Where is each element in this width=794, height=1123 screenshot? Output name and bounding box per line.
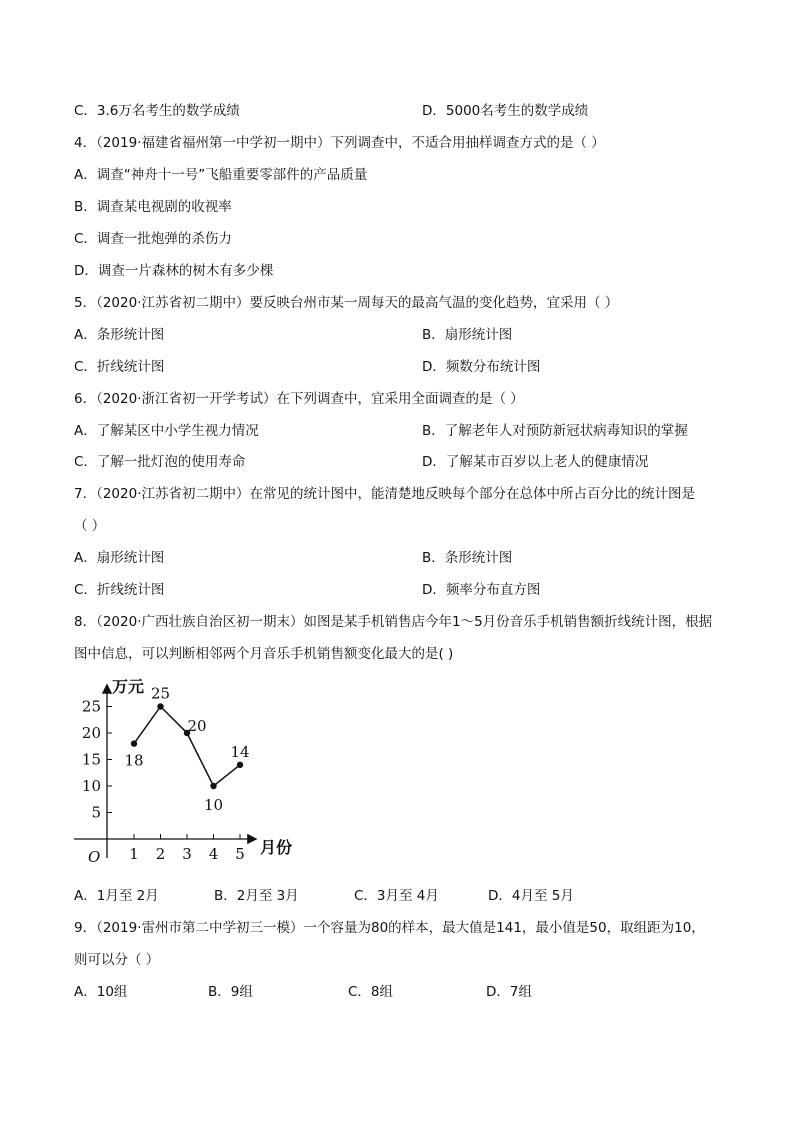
line-chart (70, 672, 300, 872)
q4-stem: 4．（2019·福建省福州第一中学初一期中）下列调查中，不适合用抽样调查方式的是（ ） (74, 135, 605, 151)
y-axis-label: 万元 (112, 677, 145, 696)
q6-option-c: C．了解一批灯泡的使用寿命 (74, 454, 246, 470)
x-tick-label: 1 (129, 845, 139, 863)
q4-option-c: C．调查一批炮弹的杀伤力 (74, 231, 232, 247)
q5-option-a: A．条形统计图 (74, 327, 165, 343)
data-label: 10 (203, 796, 224, 814)
x-tick-label: 3 (182, 845, 192, 863)
data-label: 25 (150, 684, 171, 703)
q6-option-b: B．了解老年人对预防新冠状病毒知识的掌握 (422, 423, 688, 439)
q9-option-b: B．9组 (208, 984, 253, 1000)
origin-label: O (88, 848, 101, 866)
q6-option-a: A．了解某区中小学生视力情况 (74, 423, 259, 439)
q4-option-a: A．调查“神舟十一号”飞船重要零部件的产品质量 (74, 167, 368, 183)
q8-stem: 8．（2020·广西壮族自治区初一期末）如图是某手机销售店今年1～5月份音乐手机销售额折线统计图，根据 (74, 614, 713, 630)
y-tick-label: 10 (81, 777, 101, 795)
q3-option-d: D．5000名考生的数学成绩 (422, 103, 589, 119)
data-label: 14 (230, 742, 250, 761)
q7-options-row1 (74, 549, 513, 567)
q5-options-row2 (74, 358, 541, 376)
q9-stem-cont: 则可以分（ ） (74, 952, 160, 968)
data-points (124, 685, 249, 815)
q7-stem-cont: （ ） (74, 518, 106, 534)
q9-option-a: A．10组 (74, 984, 128, 1000)
q3-options-row (74, 102, 589, 120)
data-point (210, 783, 216, 789)
q6-option-d: D．了解某市百岁以上老人的健康情况 (422, 454, 649, 470)
data-point (131, 740, 137, 746)
y-tick-label: 5 (91, 803, 101, 822)
q5-option-b: B．扇形统计图 (422, 327, 513, 343)
q5-options-row1 (74, 326, 513, 344)
q8-options-row (74, 887, 574, 905)
q9-options-row (74, 983, 532, 1001)
q6-stem: 6．（2020·浙江省初一开学考试）在下列调查中，宜采用全面调查的是（ ） (74, 391, 524, 407)
q5-option-d: D．频数分布统计图 (422, 359, 541, 375)
q5-option-c: C．折线统计图 (74, 359, 165, 375)
x-axis-label: 月份 (260, 838, 293, 857)
q8-option-a: A．1月至 2月 (74, 888, 159, 904)
q7-option-d: D．频率分布直方图 (422, 582, 541, 598)
x-tick-label: 2 (155, 845, 166, 863)
q4-option-d: D．调查一片森林的树木有多少棵 (74, 263, 274, 279)
q7-option-a: A．扇形统计图 (74, 550, 165, 566)
y-tick-label: 20 (81, 724, 101, 742)
data-label: 20 (187, 717, 207, 735)
q8-option-c: C．3月至 4月 (354, 888, 439, 904)
data-point (237, 762, 243, 768)
q7-options-row2 (74, 581, 541, 599)
q9-option-d: D．7组 (486, 984, 532, 1000)
x-tick-label: 4 (208, 845, 219, 863)
q7-stem: 7．（2020·江苏省初二期中）在常见的统计图中，能清楚地反映每个部分在总体中所占百分比的统计图是 (74, 486, 695, 502)
y-tick-label: 15 (81, 750, 101, 769)
q7-option-b: B．条形统计图 (422, 550, 513, 566)
q8-stem-cont: 图中信息，可以判断相邻两个月音乐手机销售额变化最大的是( ) (74, 646, 454, 662)
q6-options-row2 (74, 453, 649, 471)
x-tick-label: 5 (235, 845, 245, 863)
y-tick-label: 25 (81, 697, 101, 716)
q8-option-b: B．2月至 3月 (214, 888, 299, 904)
q3-option-c: C．3.6万名考生的数学成绩 (74, 103, 240, 119)
q4-option-b: B．调查某电视剧的收视率 (74, 199, 232, 215)
q5-stem: 5．（2020·江苏省初二期中）要反映台州市某一周每天的最高气温的变化趋势，宜采用（ ） (74, 295, 619, 311)
data-point (157, 703, 163, 709)
data-label: 18 (124, 751, 144, 770)
q6-options-row1 (74, 422, 688, 440)
q8-option-d: D．4月至 5月 (488, 888, 574, 904)
q9-stem: 9．（2019·雷州市第二中学初三一模）一个容量为80的样本，最大值是141，最小值是50，取组距为10， (74, 920, 705, 936)
q9-option-c: C．8组 (348, 984, 394, 1000)
q7-option-c: C．折线统计图 (74, 582, 165, 598)
x-ticks (129, 834, 245, 863)
